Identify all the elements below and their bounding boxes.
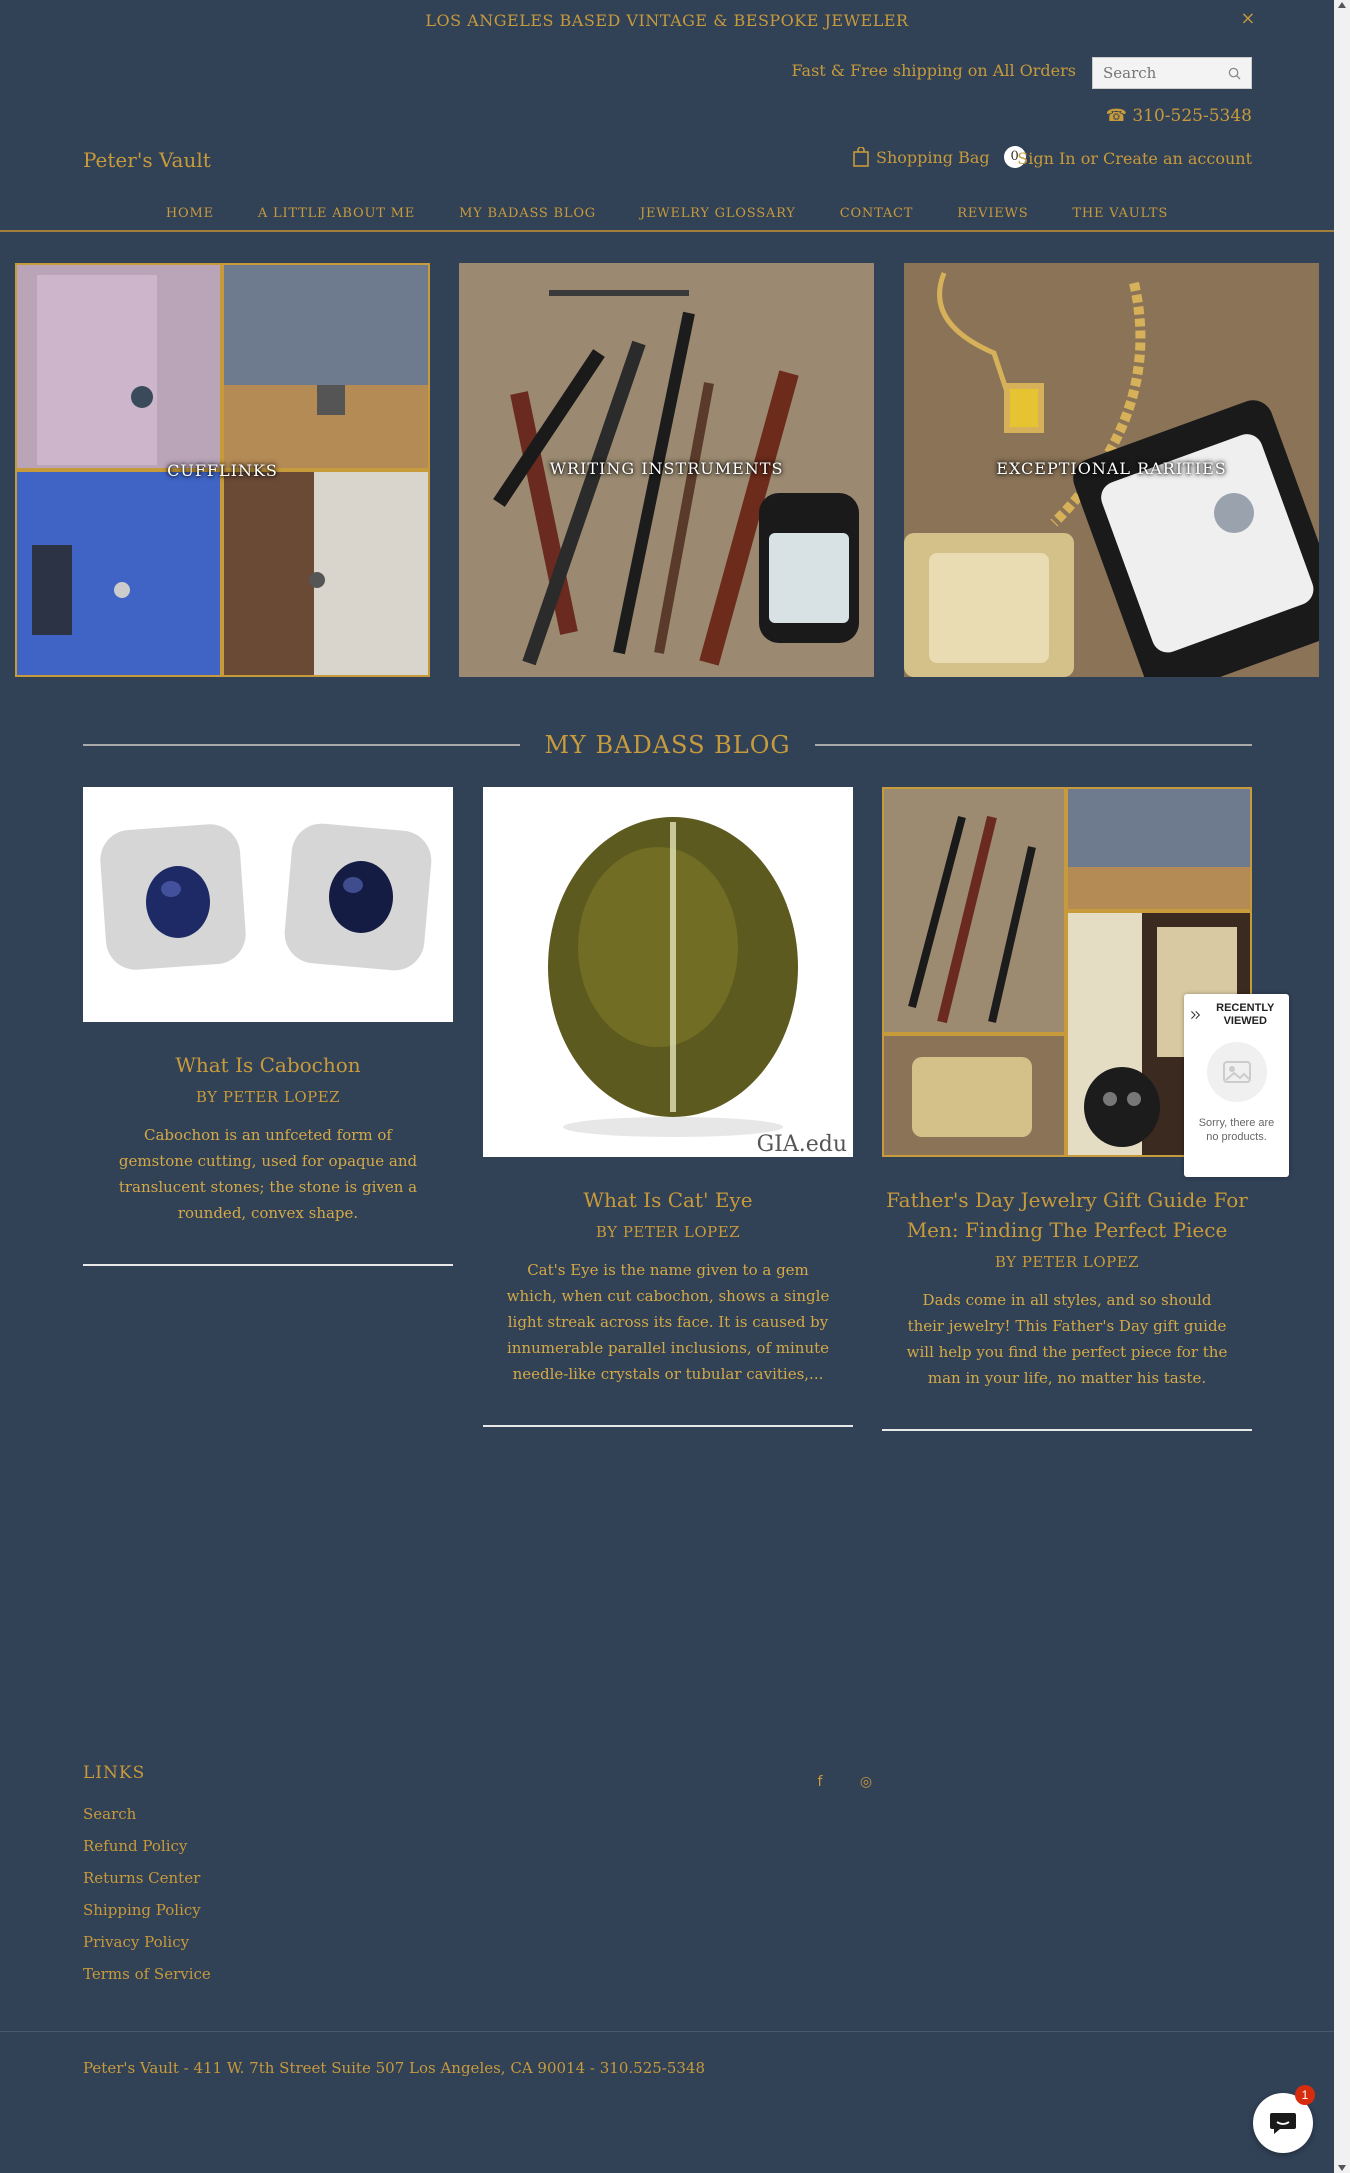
search-icon bbox=[1228, 67, 1241, 80]
footer-link-terms-of-service[interactable]: Terms of Service bbox=[83, 1965, 211, 1983]
post-title[interactable]: What Is Cabochon bbox=[175, 1053, 361, 1077]
nav-item-vaults[interactable]: THE VAULTS bbox=[1072, 205, 1169, 221]
footer-links-title: LINKS bbox=[83, 1763, 146, 1783]
footer-address: Peter's Vault - 411 W. 7th Street Suite 507 Los Angeles, CA 90014 - 310.525-5348 bbox=[83, 2059, 706, 2077]
footer-divider bbox=[0, 2031, 1334, 2032]
close-icon[interactable]: × bbox=[1240, 8, 1256, 29]
blog-post-card bbox=[83, 787, 453, 1266]
blog-post-card bbox=[483, 787, 853, 1427]
collection-label: CUFFLINKS bbox=[167, 461, 278, 480]
footer-link-refund-policy[interactable]: Refund Policy bbox=[83, 1837, 188, 1855]
heading-divider bbox=[815, 744, 1252, 746]
post-author: BY PETER LOPEZ bbox=[994, 1253, 1140, 1271]
post-excerpt: Cat's Eye is the name given to a gem which, when cut cabochon, shows a single light streak across its face. It is caused by innumerable parallel inclusions, of minute needle-like crystals or tubular cavities,... bbox=[506, 1261, 830, 1383]
post-thumbnail[interactable] bbox=[83, 787, 453, 1026]
scroll-down-arrow[interactable] bbox=[1338, 2165, 1346, 2171]
search-button[interactable] bbox=[1217, 58, 1251, 88]
image-caption: GIA.edu bbox=[756, 1132, 847, 1157]
shipping-text: Fast & Free shipping on All Orders bbox=[791, 61, 1076, 80]
chat-notification-badge: 1 bbox=[1295, 2085, 1315, 2105]
main-nav bbox=[0, 196, 1334, 232]
collection-tile-exceptional-rarities[interactable] bbox=[904, 263, 1319, 677]
shopping-bag-link[interactable] bbox=[852, 146, 1026, 168]
collection-label: WRITING INSTRUMENTS bbox=[549, 459, 784, 478]
collection-tile-writing-instruments[interactable] bbox=[459, 263, 874, 677]
scrollbar[interactable] bbox=[1334, 0, 1350, 2173]
brand-logo[interactable]: Peter's Vault bbox=[83, 148, 211, 172]
blog-section-heading bbox=[83, 731, 1252, 759]
cart-count-badge: 0 bbox=[1004, 146, 1026, 168]
post-divider bbox=[882, 1429, 1252, 1431]
collection-tile-cufflinks[interactable] bbox=[15, 263, 430, 677]
post-title[interactable]: Father's Day Jewelry Gift Guide For Men: Finding The Perfect Piece bbox=[886, 1188, 1248, 1242]
facebook-icon[interactable]: f bbox=[817, 1774, 823, 1790]
post-thumbnail[interactable] bbox=[483, 787, 853, 1161]
nav-item-contact[interactable]: CONTACT bbox=[839, 205, 914, 221]
heading-divider bbox=[83, 744, 520, 746]
empty-products-icon bbox=[1207, 1042, 1267, 1102]
recently-viewed-title: RECENTLY VIEWED bbox=[1216, 1002, 1275, 1027]
announcement-text: LOS ANGELES BASED VINTAGE & BESPOKE JEWELER bbox=[425, 10, 909, 30]
instagram-icon[interactable]: ◎ bbox=[859, 1774, 873, 1790]
footer-link-returns-center[interactable]: Returns Center bbox=[83, 1869, 201, 1887]
empty-products-text: Sorry, there are no products. bbox=[1198, 1117, 1275, 1143]
post-excerpt: Dads come in all styles, and so should their jewelry! This Father's Day gift guide will help you find the perfect piece for the man in your life, no matter his taste. bbox=[906, 1291, 1228, 1387]
nav-item-glossary[interactable]: JEWELRY GLOSSARY bbox=[639, 205, 796, 221]
nav-item-home[interactable]: HOME bbox=[165, 205, 214, 221]
shopping-bag-label: Shopping Bag bbox=[876, 147, 990, 167]
social-links bbox=[812, 1774, 874, 1790]
footer-links bbox=[83, 1803, 211, 1995]
announcement-bar bbox=[0, 0, 1334, 40]
post-author: BY PETER LOPEZ bbox=[595, 1223, 741, 1241]
shopping-bag-icon bbox=[852, 147, 870, 167]
footer-link-shipping-policy[interactable]: Shipping Policy bbox=[83, 1901, 201, 1919]
phone-number[interactable]: ☎ 310-525-5348 bbox=[1105, 106, 1252, 126]
recently-viewed-widget[interactable] bbox=[1184, 994, 1289, 1177]
search-form bbox=[1092, 57, 1252, 89]
nav-item-about[interactable]: A LITTLE ABOUT ME bbox=[257, 205, 416, 221]
nav-item-blog[interactable]: MY BADASS BLOG bbox=[459, 205, 596, 221]
recently-viewed-header bbox=[1184, 994, 1289, 1028]
double-chevron-icon[interactable] bbox=[1190, 1009, 1202, 1021]
post-author: BY PETER LOPEZ bbox=[195, 1088, 341, 1106]
nav-item-reviews[interactable]: REVIEWS bbox=[957, 205, 1029, 221]
chat-icon bbox=[1268, 2109, 1298, 2137]
collection-label: EXCEPTIONAL RARITIES bbox=[996, 459, 1227, 478]
post-divider bbox=[483, 1425, 853, 1427]
post-title[interactable]: What Is Cat' Eye bbox=[583, 1188, 753, 1212]
account-link[interactable]: Sign In or Create an account bbox=[1017, 149, 1252, 168]
cabochon-cufflinks-image bbox=[83, 787, 453, 1022]
footer-link-privacy-policy[interactable]: Privacy Policy bbox=[83, 1933, 190, 1951]
footer-link-search[interactable]: Search bbox=[83, 1805, 137, 1823]
blog-heading-title: MY BADASS BLOG bbox=[544, 731, 791, 759]
search-input[interactable] bbox=[1093, 58, 1217, 88]
post-excerpt: Cabochon is an unfceted form of gemstone cutting, used for opaque and translucent stones; the stone is given a rounded, convex shape. bbox=[118, 1126, 418, 1222]
post-divider bbox=[83, 1264, 453, 1266]
scroll-up-arrow[interactable] bbox=[1338, 2, 1346, 8]
cats-eye-gem-image bbox=[483, 787, 853, 1157]
